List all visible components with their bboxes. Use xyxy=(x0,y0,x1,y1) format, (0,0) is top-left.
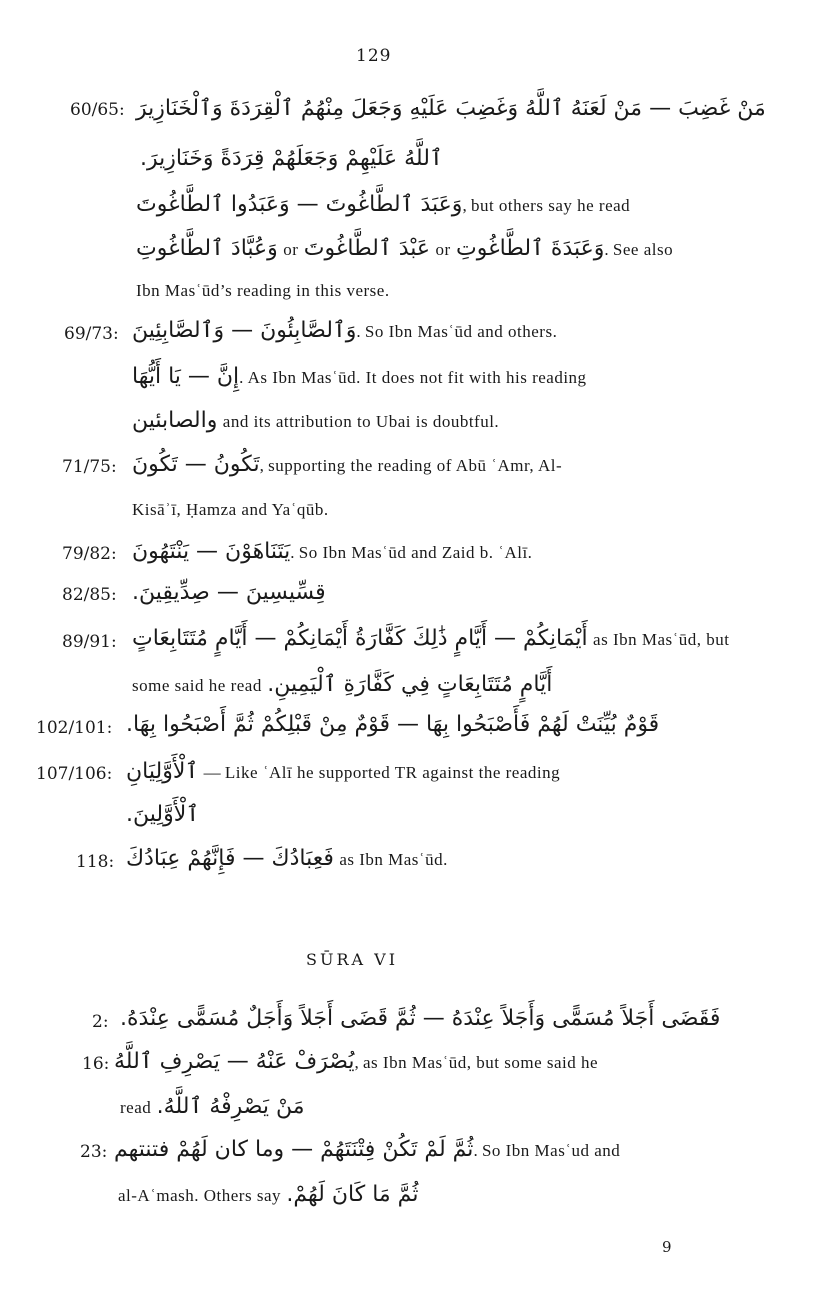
entry-line xyxy=(132,626,730,651)
entry-line xyxy=(136,192,630,217)
entry-line xyxy=(132,539,532,564)
arabic-text: وَعُبَّادَ ٱلطَّاغُوتِ xyxy=(136,236,278,261)
entry-line: Ibn Masʿūd’s reading in this verse. xyxy=(136,281,390,300)
verse-ref: 16: xyxy=(82,1054,110,1074)
entry-line xyxy=(114,1049,598,1074)
entry-line xyxy=(126,846,448,871)
verse-ref: 71/75: xyxy=(62,457,117,477)
entry-line xyxy=(132,580,326,605)
entry-line xyxy=(120,1094,305,1119)
entry-line xyxy=(126,759,560,784)
verse-ref: 102/101: xyxy=(36,718,113,738)
english-text: . As Ibn Masʿūd. It does not fit with his reading xyxy=(239,368,587,387)
entry-line: Kisāʾī, Ḥamza and Yaʿqūb. xyxy=(132,500,329,519)
verse-ref: 69/73: xyxy=(64,324,119,344)
entry-line xyxy=(114,1137,620,1162)
entry-line xyxy=(136,236,673,261)
arabic-text: فَعِبَادُكَ — فَإِنَّهُمْ عِبَادُكَ xyxy=(126,846,334,871)
arabic-text: ٱلْأَوَّلِيَانِ xyxy=(126,759,199,784)
entry-line xyxy=(136,96,766,121)
english-text: read xyxy=(120,1098,152,1117)
verse-ref: 107/106: xyxy=(36,764,113,784)
arabic-text: ثُمَّ مَا كَانَ لَهُمْ. xyxy=(286,1182,419,1207)
entry-line xyxy=(126,802,199,827)
arabic-text: أَيَّامٍ مُتَتَابِعَاتٍ فِي كَفَّارَةِ ٱلْيَمِينِ. xyxy=(267,672,553,697)
page-number: 129 xyxy=(356,46,392,66)
entry-line xyxy=(140,146,443,171)
arabic-text: إِنَّ — يَا أَيُّهَا xyxy=(132,364,240,389)
verse-ref: 79/82: xyxy=(62,544,117,564)
entry-line xyxy=(126,712,659,737)
arabic-text: عَبْدَ ٱلطَّاغُوتَ xyxy=(303,236,431,261)
arabic-text: يَتَنَاهَوْنَ — يَنْتَهُونَ xyxy=(132,539,291,564)
arabic-text: أَيْمَانِكُمْ — أَيَّامٍ ذَٰلِكَ كَفَّارَةُ أَيْمَانِكُمْ — أَيَّامٍ مُتَتَابِعَاتٍ xyxy=(132,626,588,651)
english-text: as Ibn Masʿūd, but xyxy=(593,630,730,649)
english-text: . So Ibn Masʿūd and others. xyxy=(356,322,558,341)
arabic-text: ٱللَّهُ عَلَيْهِمْ وَجَعَلَهُمْ قِرَدَةً وَخَنَازِيرَ. xyxy=(140,146,443,171)
verse-ref: 118: xyxy=(76,852,115,872)
entry-line xyxy=(132,672,552,697)
arabic-text: فَقَضَى أَجَلاً مُسَمًّى وَأَجَلاً عِنْدَهُ — ثُمَّ قَضَى أَجَلاً وَأَجَلٌ مُسَمًّى عِنْدَهُ. xyxy=(120,1006,721,1031)
english-text: — Like ʿAlī he supported TR against the reading xyxy=(203,763,561,782)
footer-page-number: 9 xyxy=(662,1238,673,1256)
arabic-text: ٱلْأَوَّلِينَ. xyxy=(126,802,200,827)
verse-ref: 82/85: xyxy=(62,585,117,605)
verse-ref: 89/91: xyxy=(62,632,117,652)
english-text: or xyxy=(283,240,299,259)
english-text: some said he read xyxy=(132,676,262,695)
section-heading: SŪRA VI xyxy=(306,950,399,969)
english-text: . So Ibn Masʿud and xyxy=(473,1141,621,1160)
arabic-text: وَٱلصَّابِئُونَ — وَٱلصَّابِئِينَ xyxy=(132,318,357,343)
english-text: and its attribution to Ubai is doubtful. xyxy=(222,412,500,431)
arabic-text: مَنْ يَصْرِفْهُ ٱللَّهُ. xyxy=(156,1094,305,1119)
verse-ref: 2: xyxy=(92,1012,109,1032)
entry-line xyxy=(132,452,562,477)
arabic-text: وَعَبَدَةَ ٱلطَّاغُوتِ xyxy=(456,236,605,261)
entry-line xyxy=(132,408,499,433)
arabic-text: قَوْمٌ بُيِّنَتْ لَهُمْ فَأَصْبَحُوا بِهَا — قَوْمٌ مِنْ قَبْلِكُمْ ثُمَّ أَصْبَحُوا بِهَا. xyxy=(126,712,660,737)
arabic-text: وَعَبَدَ ٱلطَّاغُوتَ — وَعَبَدُوا ٱلطَّاغُوتَ xyxy=(136,192,463,217)
arabic-text: يُصْرَفْ عَنْهُ — يَصْرِفِ ٱللَّهُ xyxy=(114,1049,355,1074)
english-text: , supporting the reading of Abū ʿAmr, Al- xyxy=(259,456,563,475)
arabic-text: مَنْ غَضِبَ — مَنْ لَعَنَهُ ٱللَّهُ وَغَضِبَ عَلَيْهِ وَجَعَلَ مِنْهُمُ ٱلْقِرَدَةَ وَٱلْخَنَازِيرَ xyxy=(136,96,766,121)
verse-ref: 23: xyxy=(80,1142,108,1162)
english-text: or xyxy=(435,240,451,259)
verse-ref: 60/65: xyxy=(70,100,125,120)
english-text: . See also xyxy=(604,240,674,259)
english-text: . So Ibn Masʿūd and Zaid b. ʿAlī. xyxy=(290,543,533,562)
arabic-text: تَكُونُ — تَكُونَ xyxy=(132,452,260,477)
entry-line xyxy=(132,318,557,343)
arabic-text: ثُمَّ لَمْ تَكُنْ فِتْنَتَهُمْ — وما كان لَهُمْ فتنتهم xyxy=(114,1137,474,1162)
english-text: al-Aʿmash. Others say xyxy=(118,1186,281,1205)
english-text: , but others say he read xyxy=(462,196,631,215)
arabic-text: قِسِّيسِينَ — صِدِّيقِينَ. xyxy=(132,580,326,605)
english-text: as Ibn Masʿūd. xyxy=(339,850,448,869)
entry-line xyxy=(118,1182,418,1207)
entry-line xyxy=(120,1006,720,1031)
english-text: , as Ibn Masʿūd, but some said he xyxy=(354,1053,599,1072)
entry-line xyxy=(132,364,587,389)
arabic-text: والصابئين xyxy=(132,408,218,433)
